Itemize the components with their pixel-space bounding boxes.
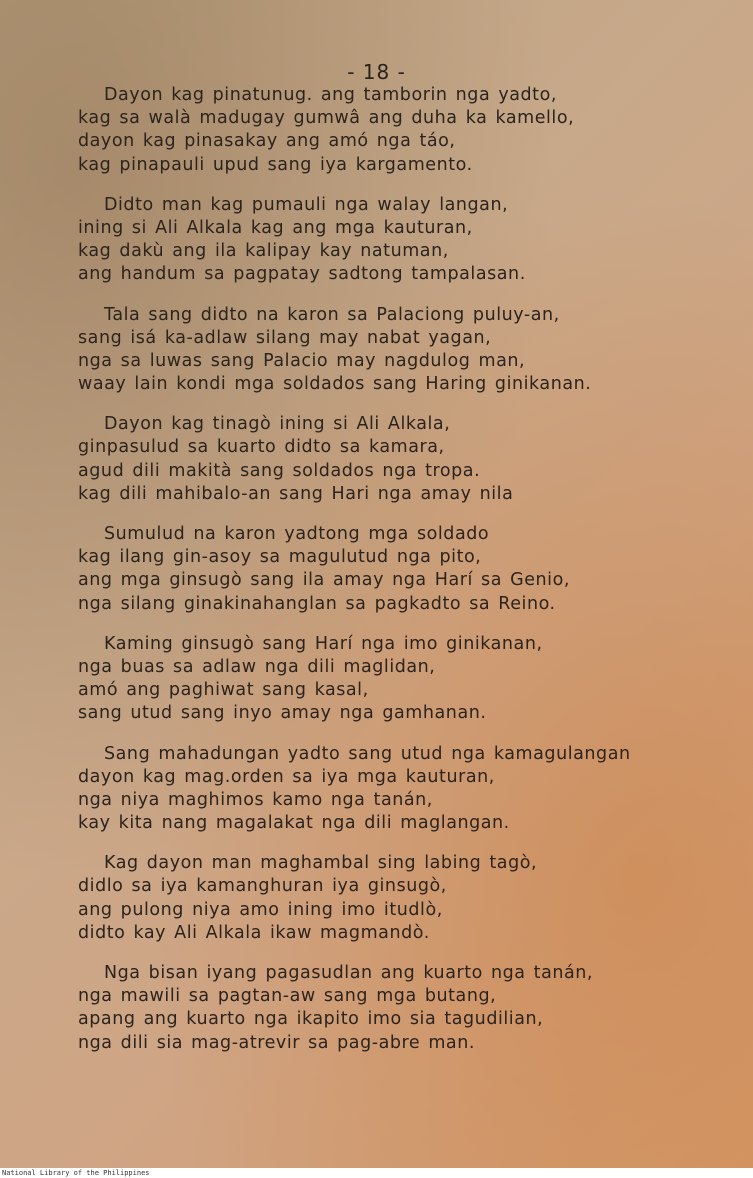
verse-line: Sumulud na karon yadtong mga soldado — [104, 524, 490, 544]
verse-line: Didto man kag pumauli nga walay langan, — [104, 194, 509, 215]
verse-line: didlo sa iya kamanghuran iya ginsugò, — [78, 876, 447, 897]
verse-line: Kaming ginsugò sang Harí nga imo ginikanan, — [104, 633, 543, 654]
poem-body — [78, 84, 708, 1072]
verse-line: nga mawili sa pagtan-aw sang mga butang, — [78, 986, 497, 1007]
verse-line: kag ilang gin-asoy sa magulutud nga pito, — [78, 547, 482, 568]
stanza — [78, 633, 708, 726]
stanza — [78, 962, 708, 1055]
verse-line: nga buas sa adlaw nga dili maglidan, — [78, 656, 436, 677]
verse-line: sang isá ka-adlaw silang may nabat yagan, — [78, 327, 492, 348]
verse-line: ginpasulud sa kuarto didto sa kamara, — [78, 437, 445, 458]
stanza — [78, 413, 708, 506]
verse-line: kag sa walà madugay gumwâ ang duha ka kamello, — [78, 108, 575, 129]
verse-line: nga sa luwas sang Palacio may nagdulog man, — [78, 350, 526, 371]
verse-line: kag pinapauli upud sang iya kargamento. — [78, 154, 473, 175]
verse-line: didto kay Ali Alkala ikaw magmandò. — [78, 922, 430, 943]
verse-line: ang pulong niya amo ining imo itudlò, — [78, 899, 443, 920]
library-credit: National Library of the Philippines — [2, 1169, 150, 1177]
verse-line: sang utud sang inyo amay nga gamhanan. — [78, 703, 487, 724]
verse-line: dayon kag mag.orden sa iya mga kauturan, — [78, 766, 495, 787]
footer-bar — [0, 1168, 753, 1178]
stanza — [78, 84, 708, 177]
verse-line: kay kita nang magalakat nga dili maglangan. — [78, 813, 510, 834]
verse-line: kag dili mahibalo-an sang Hari nga amay nila — [78, 483, 514, 504]
page-number: - 18 - — [347, 60, 406, 84]
stanza — [78, 852, 708, 945]
verse-line: amó ang paghiwat sang kasal, — [78, 680, 369, 701]
verse-line: dayon kag pinasakay ang amó nga táo, — [78, 131, 456, 152]
verse-line: apang ang kuarto nga ikapito imo sia tagudilian, — [78, 1009, 544, 1030]
verse-line: waay lain kondi mga soldados sang Haring ginikanan. — [78, 374, 592, 395]
stanza — [78, 523, 708, 616]
verse-line: Nga bisan iyang pagasudlan ang kuarto nga tanán, — [104, 963, 594, 983]
verse-line: kag dakù ang ila kalipay kay natuman, — [78, 241, 449, 262]
verse-line: Dayon kag tinagò ining si Ali Alkala, — [104, 414, 451, 435]
verse-line: Sang mahadungan yadto sang utud nga kamagulangan — [104, 743, 631, 764]
verse-line: Dayon kag pinatunug. ang tamborin nga yadto, — [104, 85, 557, 105]
verse-line: Kag dayon man maghambal sing labing tagò, — [104, 853, 538, 874]
stanza — [78, 304, 708, 397]
stanza — [78, 194, 708, 287]
verse-line: ining si Ali Alkala kag ang mga kauturan, — [78, 217, 473, 238]
verse-line: ang mga ginsugò sang ila amay nga Harí sa Genio, — [78, 570, 570, 591]
verse-line: nga dili sia mag-atrevir sa pag-abre man. — [78, 1032, 475, 1053]
stanza — [78, 743, 708, 836]
verse-line: ang handum sa pagpatay sadtong tampalasan. — [78, 264, 526, 285]
verse-line: nga silang ginakinahanglan sa pagkadto sa Reino. — [78, 593, 556, 614]
verse-line: nga niya maghimos kamo nga tanán, — [78, 789, 433, 810]
verse-line: agud dili makità sang soldados nga tropa. — [78, 460, 481, 481]
verse-line: Tala sang didto na karon sa Palaciong puluy-an, — [104, 304, 560, 325]
